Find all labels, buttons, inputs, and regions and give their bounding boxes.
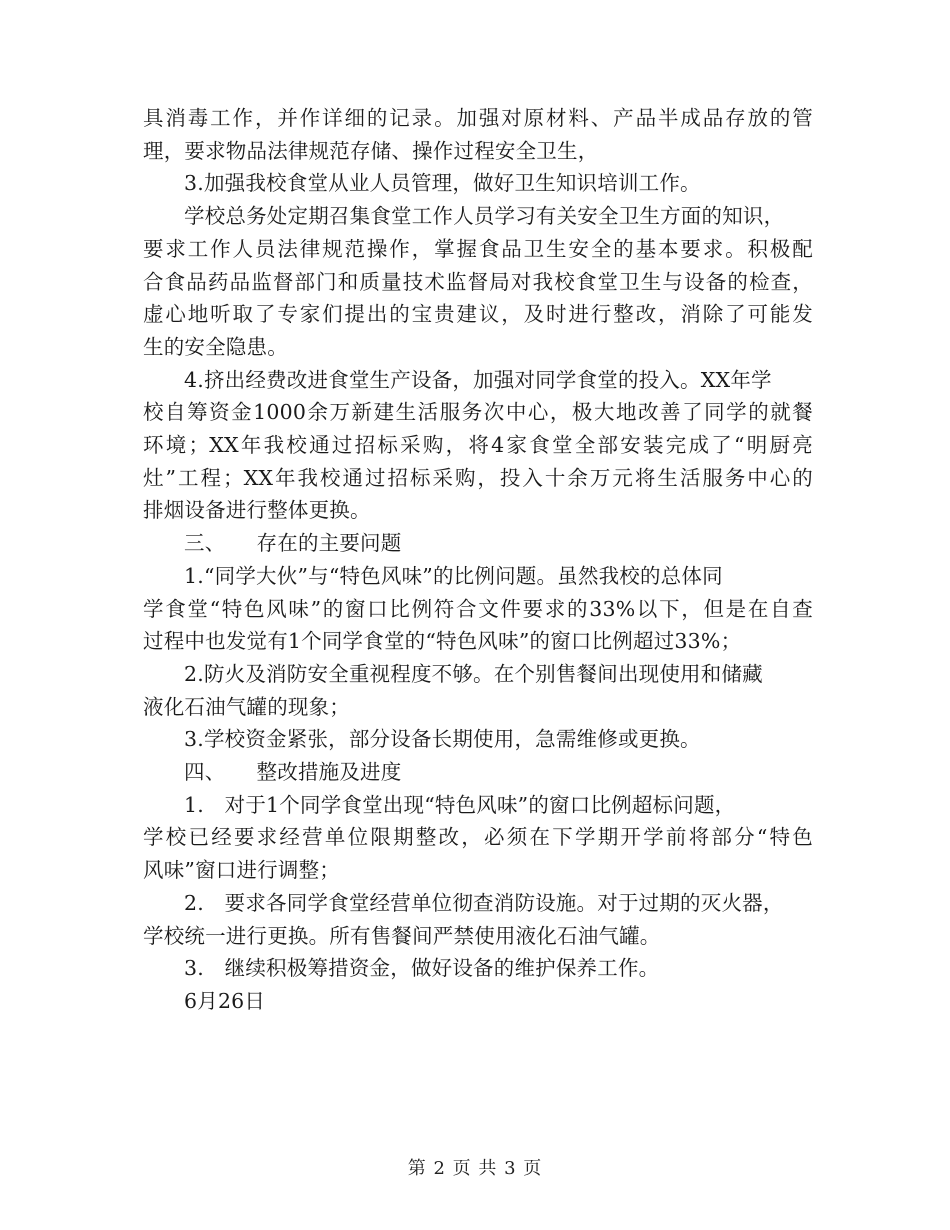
- text-line: 环境；XX年我校通过招标采购，将4家食堂全部安装完成了“明厨亮: [143, 433, 813, 458]
- text-line: 2. 要求各同学食堂经营单位彻查消防设施。对于过期的灭火器，: [184, 890, 784, 915]
- text-line: 学校统一进行更换。所有售餐间严禁使用液化石油气罐。: [143, 923, 661, 948]
- text-line: 1. 对于1个同学食堂出现“特色风味”的窗口比例超标问题，: [184, 792, 736, 817]
- text-line: 校自筹资金1000余万新建生活服务次中心，极大地改善了同学的就餐: [143, 400, 813, 425]
- text-line: 学食堂“特色风味”的窗口比例符合文件要求的33%以下，但是在自查: [143, 596, 813, 621]
- text-line: 学校总务处定期召集食堂工作人员学习有关安全卫生方面的知识，: [184, 204, 785, 229]
- text-line: 虚心地听取了专家们提出的宝贵建议，及时进行整改，消除了可能发: [143, 302, 813, 327]
- text-line: 3. 继续积极筹措资金，做好设备的维护保养工作。: [184, 956, 660, 981]
- text-line: 学校已经要求经营单位限期整改，必须在下学期开学前将部分“特色: [143, 825, 813, 850]
- text-line: 灶”工程；XX年我校通过招标采购，投入十余万元将生活服务中心的: [143, 465, 813, 490]
- text-line: 合食品药品监督部门和质量技术监督局对我校食堂卫生与设备的检查，: [143, 269, 813, 294]
- text-line: 过程中也发觉有1个同学食堂的“特色风味”的窗口比例超过33%；: [143, 629, 742, 654]
- text-line: 3.加强我校食堂从业人员管理，做好卫生知识培训工作。: [184, 171, 701, 196]
- text-line: 4.挤出经费改进食堂生产设备，加强对同学食堂的投入。XX年学: [184, 367, 772, 392]
- section-heading: 四、 整改措施及进度: [184, 760, 402, 785]
- page-number-footer: 第 2 页 共 3 页: [407, 1158, 543, 1179]
- text-line: 要求工作人员法律规范操作，掌握食品卫生安全的基本要求。积极配: [143, 236, 813, 261]
- text-line: 生的安全隐患。: [143, 334, 288, 359]
- text-line: 3.学校资金紧张，部分设备长期使用，急需维修或更换。: [184, 727, 701, 752]
- date-line: 6月26日: [184, 988, 266, 1013]
- text-line: 理，要求物品法律规范存储、操作过程安全卫生，: [143, 138, 599, 163]
- text-line: 具消毒工作，并作详细的记录。加强对原材料、产品半成品存放的管: [143, 106, 813, 130]
- text-line: 1.“同学大伙”与“特色风味”的比例问题。虽然我校的总体同: [184, 563, 723, 588]
- document-body: [143, 102, 813, 1018]
- text-line: 风味”窗口进行调整；: [143, 858, 340, 883]
- text-line: 排烟设备进行整体更换。: [143, 498, 371, 523]
- section-heading: 三、 存在的主要问题: [184, 531, 402, 556]
- text-line: 2.防火及消防安全重视程度不够。在个别售餐间出现使用和储藏: [184, 661, 763, 686]
- text-line: 液化石油气罐的现象；: [143, 694, 350, 719]
